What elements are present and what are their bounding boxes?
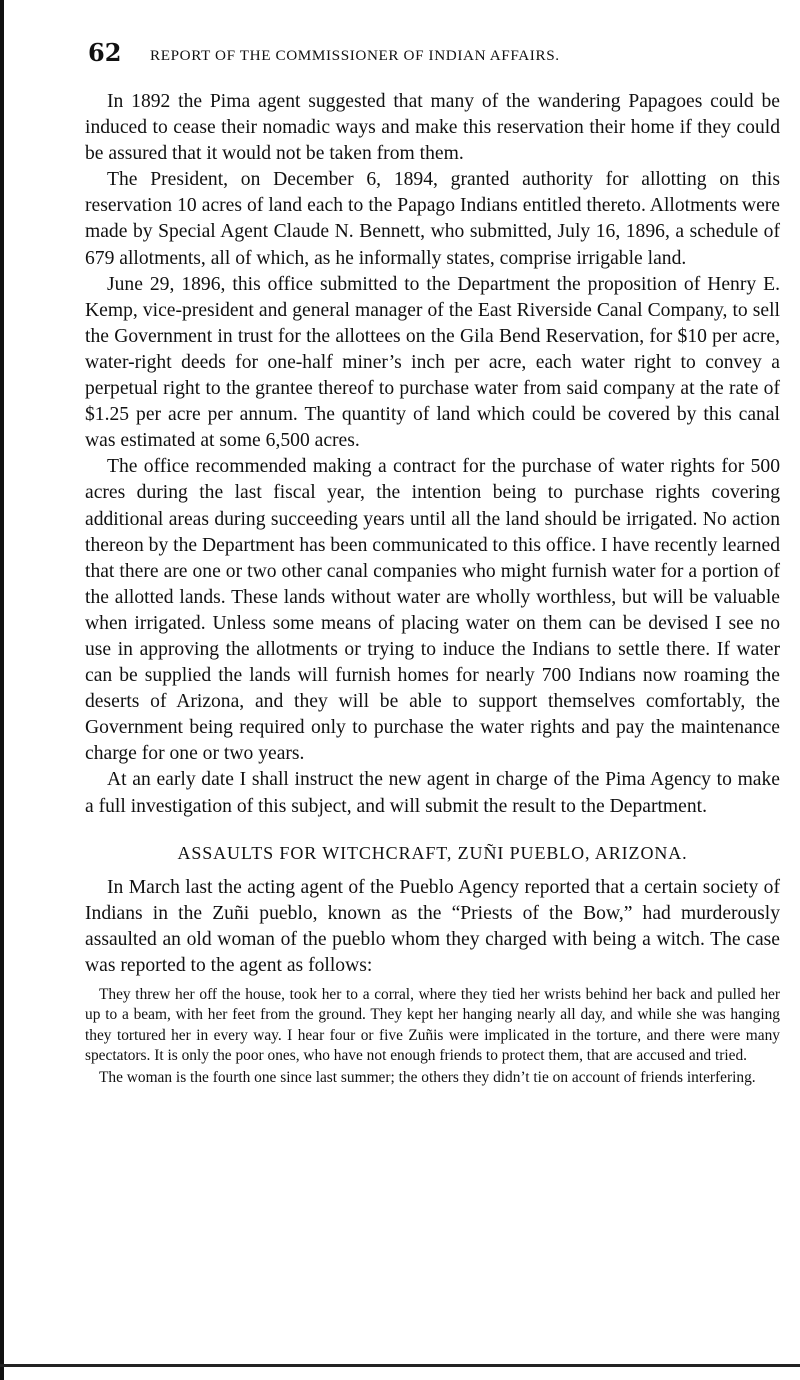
page-number: 62	[88, 38, 122, 67]
page-left-edge-rule	[0, 0, 4, 1380]
paragraph-investigation: At an early date I shall instruct the new agent in charge of the Pima Agency to make a full investigation of this subject, and will submit the result to the Department.	[85, 769, 780, 817]
section-heading: ASSAULTS FOR WITCHCRAFT, ZUÑI PUEBLO, ARIZONA.	[177, 842, 688, 863]
running-head: REPORT OF THE COMMISSIONER OF INDIAN AFFAIRS.	[150, 47, 560, 64]
quote-paragraph: They threw her off the house, took her to a corral, where they tied her wrists behind her back and pulled her up to a beam, with her feet from the ground. They kept her hanging nearly all day, and while she was hanging they tortured her in every way. I hear four or five Zuñis were implicated in the torture, and there were many spectators. It is only the poor ones, who have not enough friends to protect them, that are accused and tried.	[85, 986, 780, 1064]
paragraph-allotment-authority: The President, on December 6, 1894, granted authority for allotting on this reservation 10 acres of land each to the Papago Indians entitled thereto. Allotments were made by Special Agent Claude N. Bennett, who submitted, July 16, 1896, a schedule of 679 allotments, all of which, as he informally states, comprise irrigable land.	[85, 169, 780, 269]
page-body	[85, 89, 780, 1088]
paragraph-water-rights: The office recommended making a contract for the purchase of water rights for 500 acres during the last fiscal year, the intention being to purchase rights covering additional areas during succeeding years until all the land should be irrigated. No action thereon by the Department has been communicated to this office. I have recently learned that there are one or two other canal companies who might furnish water for a portion of the allotted lands. These lands without water are wholly worthless, but will be valuable when irrigated. Unless some means of placing water on them can be devised I see no use in approving the allotments or trying to induce the Indians to settle there. If water can be supplied the lands will furnish homes for nearly 700 Indians now roaming the deserts of Arizona, and they will be able to support themselves comfortably, the Government being required only to purchase the water rights and pay the maintenance charge for one or two years.	[85, 456, 780, 765]
paragraph-zuni-report: In March last the acting agent of the Pueblo Agency reported that a certain society of Indians in the Zuñi pueblo, known as the “Priests of the Bow,” had murderously assaulted an old woman of the pueblo whom they charged with being a witch. The case was reported to the agent as follows:	[85, 876, 780, 976]
quote-paragraph: The woman is the fourth one since last summer; the others they didn’t tie on account of friends interfering.	[99, 1069, 756, 1087]
paragraph-kemp-proposition: June 29, 1896, this office submitted to the Department the proposition of Henry E. Kemp, vice-president and general manager of the East Riverside Canal Company, to sell the Government in trust for the allottees on the Gila Bend Reservation, for $10 per acre, water-right deeds for one-half miner’s inch per acre, each water right to convey a perpetual right to the grantee thereof to purchase water from said company at the rate of $1.25 per acre per annum. The quantity of land which could be covered by this canal was estimated at some 6,500 acres.	[85, 273, 780, 452]
paragraph-pima-agent: In 1892 the Pima agent suggested that many of the wandering Papagoes could be induced to cease their nomadic ways and make this reservation their home if they could be assured that it would not be taken from them.	[85, 91, 780, 165]
page-bottom-rule	[0, 1364, 800, 1367]
